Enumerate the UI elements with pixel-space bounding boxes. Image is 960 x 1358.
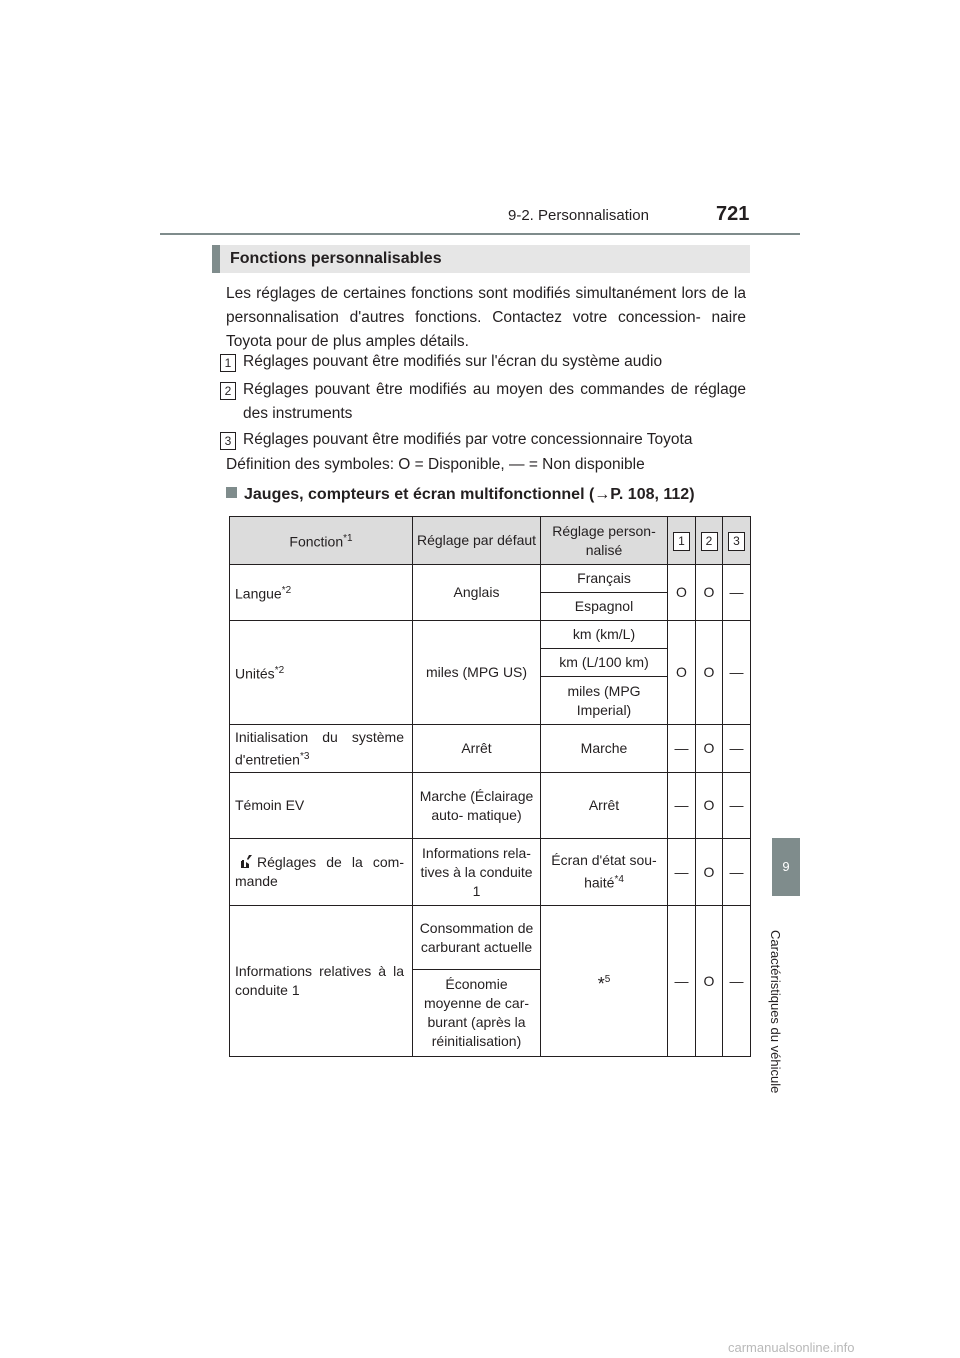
row-ev-custom: Arrêt (541, 773, 668, 839)
row-unites-opt-3: miles (MPG Imperial) (541, 677, 668, 725)
row-entretien-default: Arrêt (413, 725, 541, 773)
row-conduite-name: Informations relatives à la conduite 1 (230, 906, 413, 1057)
row-entretien-c3: — (723, 725, 751, 773)
header-col-1: 1 (668, 517, 696, 565)
row-conduite-custom: *$^5$ (541, 906, 668, 1057)
legend-text-3: Réglages pouvant être modifiés par votre concessionnaire Toyota (243, 431, 693, 448)
section-title: Fonctions personnalisables (230, 250, 442, 267)
table-header-row (230, 517, 751, 565)
chapter-label-text: Caractéristiques du véhicule (768, 930, 783, 1094)
row-unites-c1: O (668, 621, 696, 725)
row-langue-c1: O (668, 565, 696, 621)
row-langue-c2: O (696, 565, 723, 621)
header-col-2: 2 (696, 517, 723, 565)
row-unites-opt-2: km (L/100 km) (541, 649, 668, 677)
table-row (230, 906, 751, 970)
section-title-box (212, 245, 750, 273)
header-rule (160, 233, 800, 235)
row-unites-c2: O (696, 621, 723, 725)
table-row (230, 839, 751, 906)
header-function: Fonction$^{*1}$ (230, 517, 413, 565)
row-unites-opt-1: km (km/L) (541, 621, 668, 649)
row-entretien-name: Initialisation du système d'entretien$^{*3}$ (230, 725, 413, 773)
row-entretien-c2: O (696, 725, 723, 773)
settings-table (229, 516, 751, 1057)
row-entretien-custom: Marche (541, 725, 668, 773)
legend-item-2 (220, 378, 746, 426)
row-langue-opt-1: Français (541, 565, 668, 593)
legend-number-1: 1 (220, 354, 236, 372)
row-ev-c3: — (723, 773, 751, 839)
legend-item-3 (220, 428, 746, 452)
header-section-title: 9-2. Personnalisation (508, 207, 649, 224)
row-commande-c2: O (696, 839, 723, 906)
row-conduite-c1: — (668, 906, 696, 1057)
table-row (230, 773, 751, 839)
row-ev-default: Marche (Éclairage auto- matique) (413, 773, 541, 839)
square-bullet-icon (226, 487, 237, 498)
legend-item-1 (220, 350, 746, 374)
row-commande-c3: — (723, 839, 751, 906)
row-conduite-c2: O (696, 906, 723, 1057)
legend-number-3: 3 (220, 432, 236, 450)
row-langue-opt-2: Espagnol (541, 593, 668, 621)
row-langue-name: Langue$^{*2}$ (230, 565, 413, 621)
chapter-tab: 9 (772, 838, 800, 896)
page-number: 721 (716, 203, 750, 225)
row-conduite-c3: — (723, 906, 751, 1057)
row-langue-default: Anglais (413, 565, 541, 621)
intro-paragraph: Les réglages de certaines fonctions sont modifiés simultanément lors de la personnalisation d'autres fonctions. Contactez votre concession- naire Toyota pour de plus amples détails. (226, 285, 746, 350)
row-conduite-opt-2: Économie moyenne de car- burant (après la réinitialisation) (413, 970, 541, 1057)
row-entretien-c1: — (668, 725, 696, 773)
legend-text-1: Réglages pouvant être modifiés sur l'écran du système audio (243, 353, 663, 370)
steering-switch-icon (235, 854, 253, 870)
legend-text-2: Réglages pouvant être modifiés au moyen des commandes de réglage des instruments (243, 381, 746, 422)
row-ev-name: Témoin EV (230, 773, 413, 839)
chapter-label (768, 930, 797, 1120)
table-row (230, 725, 751, 773)
legend-number-2: 2 (220, 382, 236, 400)
row-commande-default: Informations rela- tives à la conduite 1 (413, 839, 541, 906)
row-unites-name: Unités$^{*2}$ (230, 621, 413, 725)
row-commande-custom: Écran d'état sou- haité$^{*4}$ (541, 839, 668, 906)
row-ev-c1: — (668, 773, 696, 839)
subheading-text: Jauges, compteurs et écran multifonctionnel (→P. 108, 112) (244, 486, 695, 503)
row-unites-c3: — (723, 621, 751, 725)
header-custom: Réglage person- nalisé (541, 517, 668, 565)
header-col-3: 3 (723, 517, 751, 565)
watermark: carmanualsonline.info (728, 1340, 855, 1355)
subheading (226, 486, 695, 504)
table-row (230, 565, 751, 593)
table-row (230, 621, 751, 649)
row-commande-name: Réglages de la com- mande (230, 839, 413, 906)
symbols-definition: Définition des symboles: O = Disponible, — = Non disponible (226, 456, 645, 473)
row-langue-c3: — (723, 565, 751, 621)
row-conduite-opt-1: Consommation de carburant actuelle (413, 906, 541, 970)
row-unites-default: miles (MPG US) (413, 621, 541, 725)
header-default: Réglage par défaut (413, 517, 541, 565)
row-ev-c2: O (696, 773, 723, 839)
row-commande-c1: — (668, 839, 696, 906)
